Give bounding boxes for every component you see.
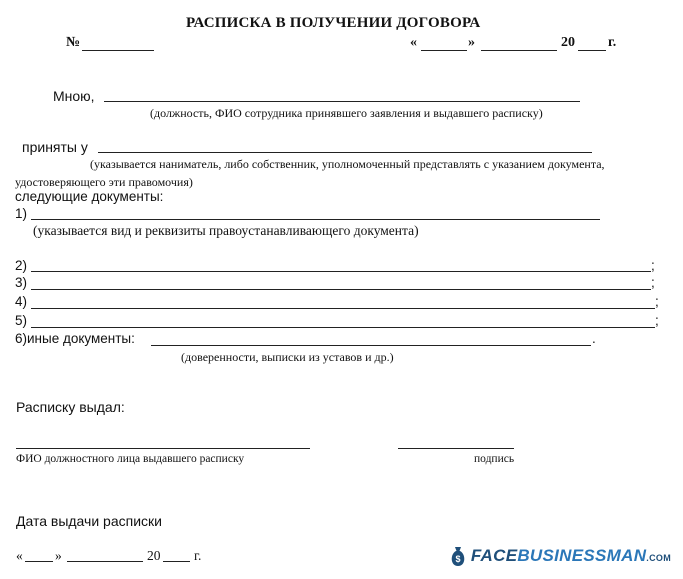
documents-heading: следующие документы: [15, 189, 164, 204]
other-documents-field[interactable] [151, 345, 591, 346]
watermark [449, 543, 671, 569]
issuer-name-hint: ФИО должностного лица выдавшего расписку [16, 453, 245, 465]
other-documents-end: . [592, 331, 596, 346]
recipient-label: Мною, [53, 88, 95, 104]
date-day-field[interactable] [421, 50, 467, 51]
document-item-3-label: 3) [15, 275, 28, 290]
issue-date-open-quote: « [16, 548, 23, 563]
issuer-signature-field[interactable] [398, 448, 514, 449]
document-item-2-end: ; [651, 258, 655, 273]
watermark-part2: BUSINESSMAN [517, 546, 647, 565]
document-item-1-field[interactable] [31, 219, 600, 220]
issuer-name-field[interactable] [16, 448, 310, 449]
date-year-field[interactable] [578, 50, 606, 51]
issue-date-year-field[interactable] [163, 561, 190, 562]
issue-date-day-field[interactable] [25, 561, 53, 562]
date-month-field[interactable] [481, 50, 557, 51]
recipient-field[interactable] [104, 101, 580, 102]
watermark-domain: .COM [646, 553, 671, 563]
issue-date-year-suffix: г. [194, 548, 202, 563]
money-bag-icon [449, 545, 467, 567]
document-item-5-end: ; [655, 313, 659, 328]
date-year-prefix: 20 [561, 35, 575, 50]
document-item-2-label: 2) [15, 258, 28, 273]
other-documents-label: 6)иные документы: [15, 331, 135, 346]
issuer-label: Расписку выдал: [16, 399, 125, 415]
recipient-hint: (должность, ФИО сотрудника принявшего заявления и выдавшего расписку) [150, 106, 543, 120]
number-field[interactable] [82, 50, 154, 51]
document-item-4-field[interactable] [31, 308, 655, 309]
document-item-1-label: 1) [15, 206, 28, 221]
accepted-label: приняты у [22, 139, 88, 155]
document-title: РАСПИСКА В ПОЛУЧЕНИИ ДОГОВОРА [186, 15, 481, 31]
issue-date-year-prefix: 20 [147, 548, 161, 563]
issue-date-close-quote: » [55, 548, 62, 563]
issue-date-month-field[interactable] [67, 561, 143, 562]
accepted-field[interactable] [98, 152, 592, 153]
issuer-signature-hint: подпись [474, 453, 515, 465]
document-item-4-label: 4) [15, 294, 28, 309]
date-year-suffix: г. [608, 35, 617, 50]
svg-text:$: $ [455, 554, 461, 564]
document-item-1-hint: (указывается вид и реквизиты правоустанавливающего документа) [33, 223, 419, 238]
document-item-3-end: ; [651, 275, 655, 290]
date-open-quote: « [410, 35, 417, 50]
number-prefix: № [66, 35, 81, 50]
document-item-2-field[interactable] [31, 271, 651, 272]
issue-date-label: Дата выдачи расписки [16, 513, 162, 529]
document-item-3-field[interactable] [31, 289, 651, 290]
accepted-hint-line1: (указывается наниматель, либо собственник, уполномоченный представлять с указанием документа, [90, 157, 605, 171]
watermark-part1: FACE [470, 546, 518, 565]
date-close-quote: » [468, 35, 475, 50]
document-item-5-label: 5) [15, 313, 28, 328]
accepted-hint-line2: удостоверяющего эти правомочия) [15, 175, 193, 189]
document-item-5-field[interactable] [31, 327, 655, 328]
other-documents-hint: (доверенности, выписки из уставов и др.) [181, 350, 394, 364]
document-item-4-end: ; [655, 294, 659, 309]
watermark-text [471, 546, 671, 566]
